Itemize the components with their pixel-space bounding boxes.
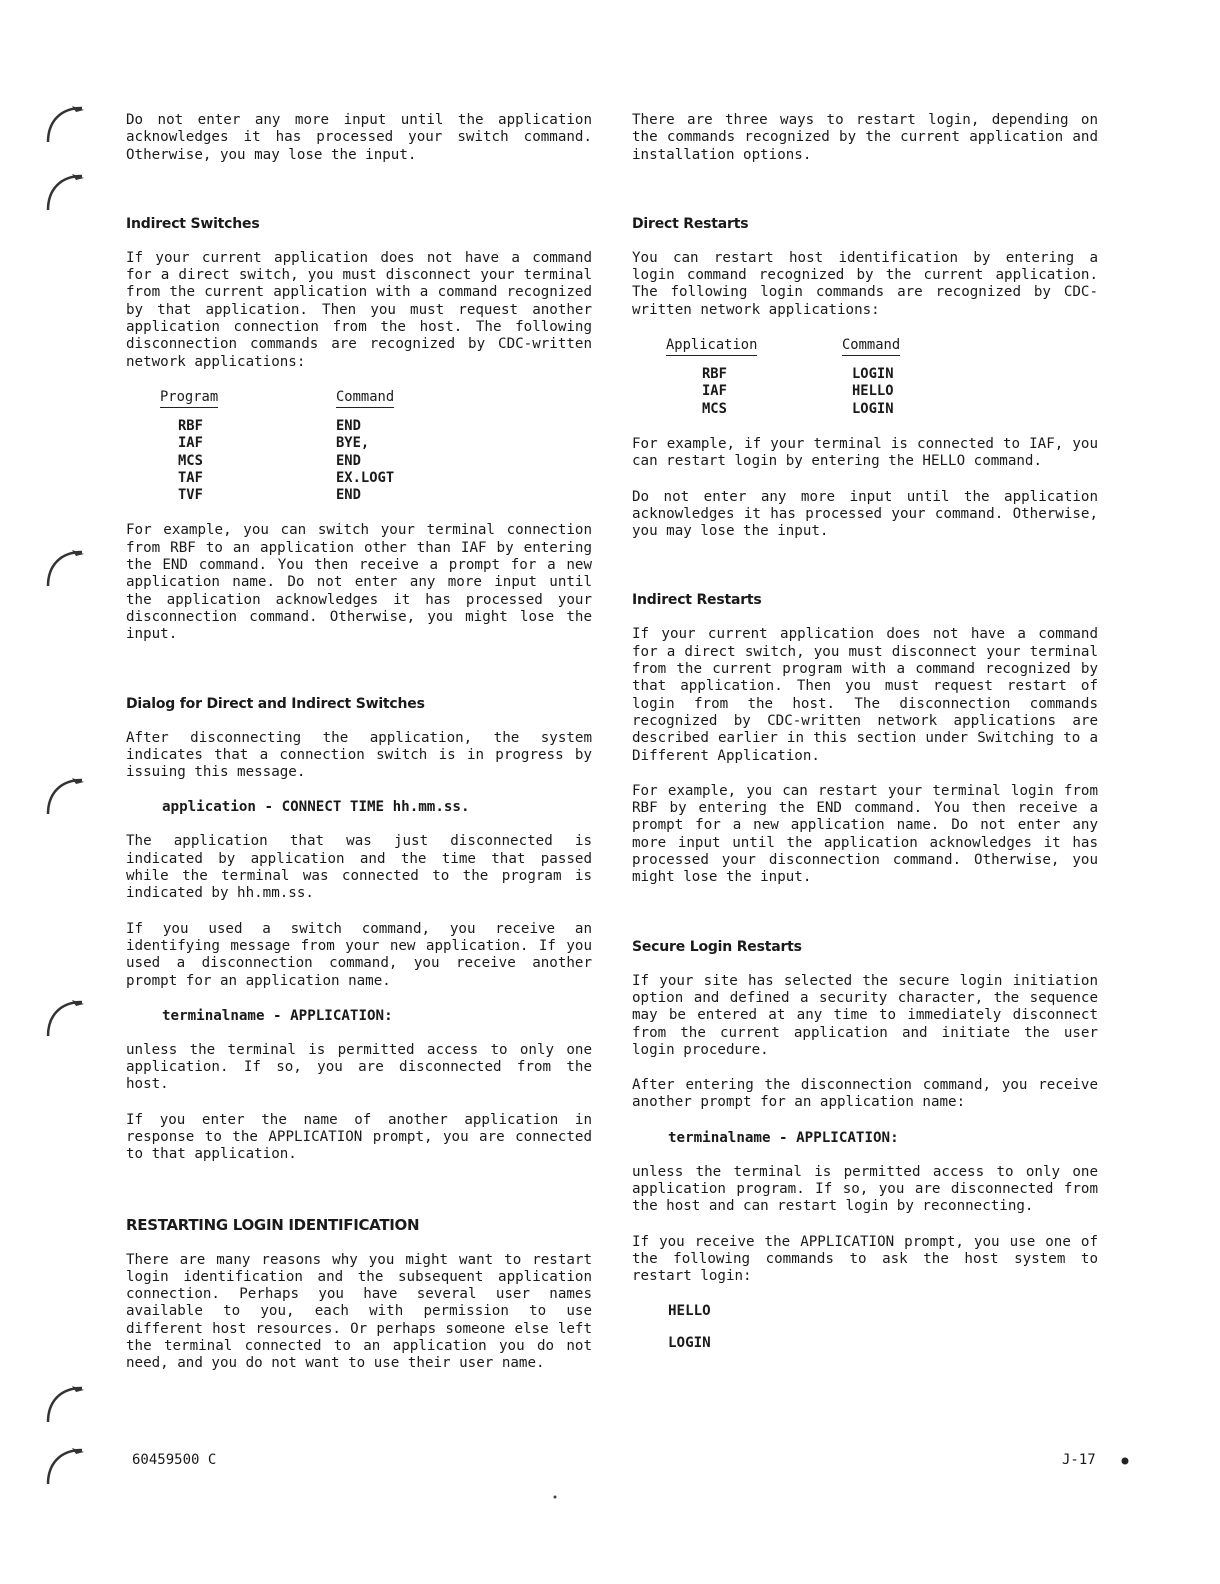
section-heading-direct-restarts: Direct Restarts [632,215,749,232]
paragraph: After disconnecting the application, the system indicates that a connection switch is in progress by issuing this message. [126,729,592,781]
punch-hole-mark [42,170,86,214]
table-row: IAF BYE, [178,435,370,452]
punch-hole-mark [42,1382,86,1426]
section-heading-secure-login-restarts: Secure Login Restarts [632,938,802,955]
paragraph: Do not enter any more input until the application acknowledges it has processed your switch command. Otherwise, you may lose the input. [126,112,592,163]
paragraph: After entering the disconnection command, you receive another prompt for an application name: [632,1077,1098,1111]
paragraph: If your current application does not have a command for a direct switch, you must disconnect your terminal from the current application with a command recognized by that application. Then you must request another application connection from the host. The following disconnection commands are recognized by CDC-written network applications: [126,249,592,370]
table-row: MCS END [178,452,361,469]
punch-hole-mark [42,774,86,818]
paragraph: unless the terminal is permitted access to only one application. If so, you are disconnected from the host. [126,1041,592,1093]
table-row: TAF EX.LOGT [178,469,395,486]
paragraph: If you used a switch command, you receive an identifying message from your new application. If you used a disconnection command, you receive another prompt for an application name. [126,920,592,989]
section-heading-indirect-switches: Indirect Switches [126,215,260,232]
punch-hole-mark [42,102,86,146]
table-row: RBF LOGIN [702,366,894,383]
login-commands-table [666,337,900,418]
system-message: terminalname - APPLICATION: [162,1007,393,1024]
table-header-program: Program [160,389,218,408]
table-row: MCS LOGIN [702,400,894,417]
punch-hole-mark [42,546,86,590]
paragraph: There are many reasons why you might want to restart login identification and the subsequent application connection. Perhaps you have several user names available to you, each with permission to use different host resources. Or perhaps someone else left the terminal connected to an application you do not need, and you do not want to use their user name. [126,1251,592,1372]
punch-hole-mark [42,1444,86,1488]
command-hello: HELLO [668,1303,711,1320]
section-heading-restarting-login: RESTARTING LOGIN IDENTIFICATION [126,1215,420,1234]
bullet-dot-icon [1120,1456,1130,1466]
paragraph: If your site has selected the secure login initiation option and defined a security character, the sequence may be entered at any time to immediately disconnect from the current application and initiate the user login procedure. [632,972,1098,1058]
left-column [126,112,592,1373]
paragraph: If your current application does not have a command for a direct switch, you must disconnect your terminal from the current program with a command recognized by that application. Then you must request restart of login from the host. The disconnection commands recognized by CDC-written network applications are described earlier in this section under Switching to a Different Application. [632,626,1098,764]
table-header-command: Command [842,337,900,356]
paragraph: Do not enter any more input until the application acknowledges it has processed your command. Otherwise, you may lose the input. [632,488,1098,540]
paragraph: For example, you can restart your terminal login from RBF by entering the END command. You then receive a prompt for a new application name. Do not enter any more input until the application acknowledges it has processed your disconnection command. Otherwise, you might lose the input. [632,782,1098,886]
section-heading-indirect-restarts: Indirect Restarts [632,592,762,609]
right-column [632,112,1098,1351]
paragraph: For example, you can switch your terminal connection from RBF to an application other than IAF by entering the END command. You then receive a prompt for a new application name. Do not enter any more input until the application acknowledges it has processed your disconnection command. Otherwise, you might lose the input. [126,522,592,643]
table-row: IAF HELLO [702,383,894,400]
table-row: TVF END [178,487,361,504]
table-row: RBF END [178,417,361,434]
paragraph: If you receive the APPLICATION prompt, you use one of the following commands to ask the host system to restart login: [632,1233,1098,1285]
paragraph: There are three ways to restart login, depending on the commands recognized by the current application and installation options. [632,112,1098,163]
system-message: application - CONNECT TIME hh.mm.ss. [162,799,470,816]
command-login: LOGIN [668,1335,711,1352]
paragraph: The application that was just disconnected is indicated by application and the time that passed while the terminal was connected to the program is indicated by hh.mm.ss. [126,833,592,902]
speck-mark [552,1494,558,1500]
disconnection-commands-table [160,389,394,504]
paragraph: You can restart host identification by entering a login command recognized by the current application. The following login commands are recognized by CDC-written network applications: [632,249,1098,318]
page-number: J-17 [1062,1452,1096,1468]
paragraph: unless the terminal is permitted access to only one application program. If so, you are disconnected from the host and can restart login by reconnecting. [632,1163,1098,1215]
table-header-application: Application [666,337,757,356]
table-header-command: Command [336,389,394,408]
system-message: terminalname - APPLICATION: [668,1129,899,1146]
paragraph: For example, if your terminal is connected to IAF, you can restart login by entering the HELLO command. [632,435,1098,470]
section-heading-dialog: Dialog for Direct and Indirect Switches [126,695,425,712]
punch-hole-mark [42,996,86,1040]
document-number: 60459500 C [132,1452,217,1468]
paragraph: If you enter the name of another application in response to the APPLICATION prompt, you are connected to that application. [126,1111,592,1163]
